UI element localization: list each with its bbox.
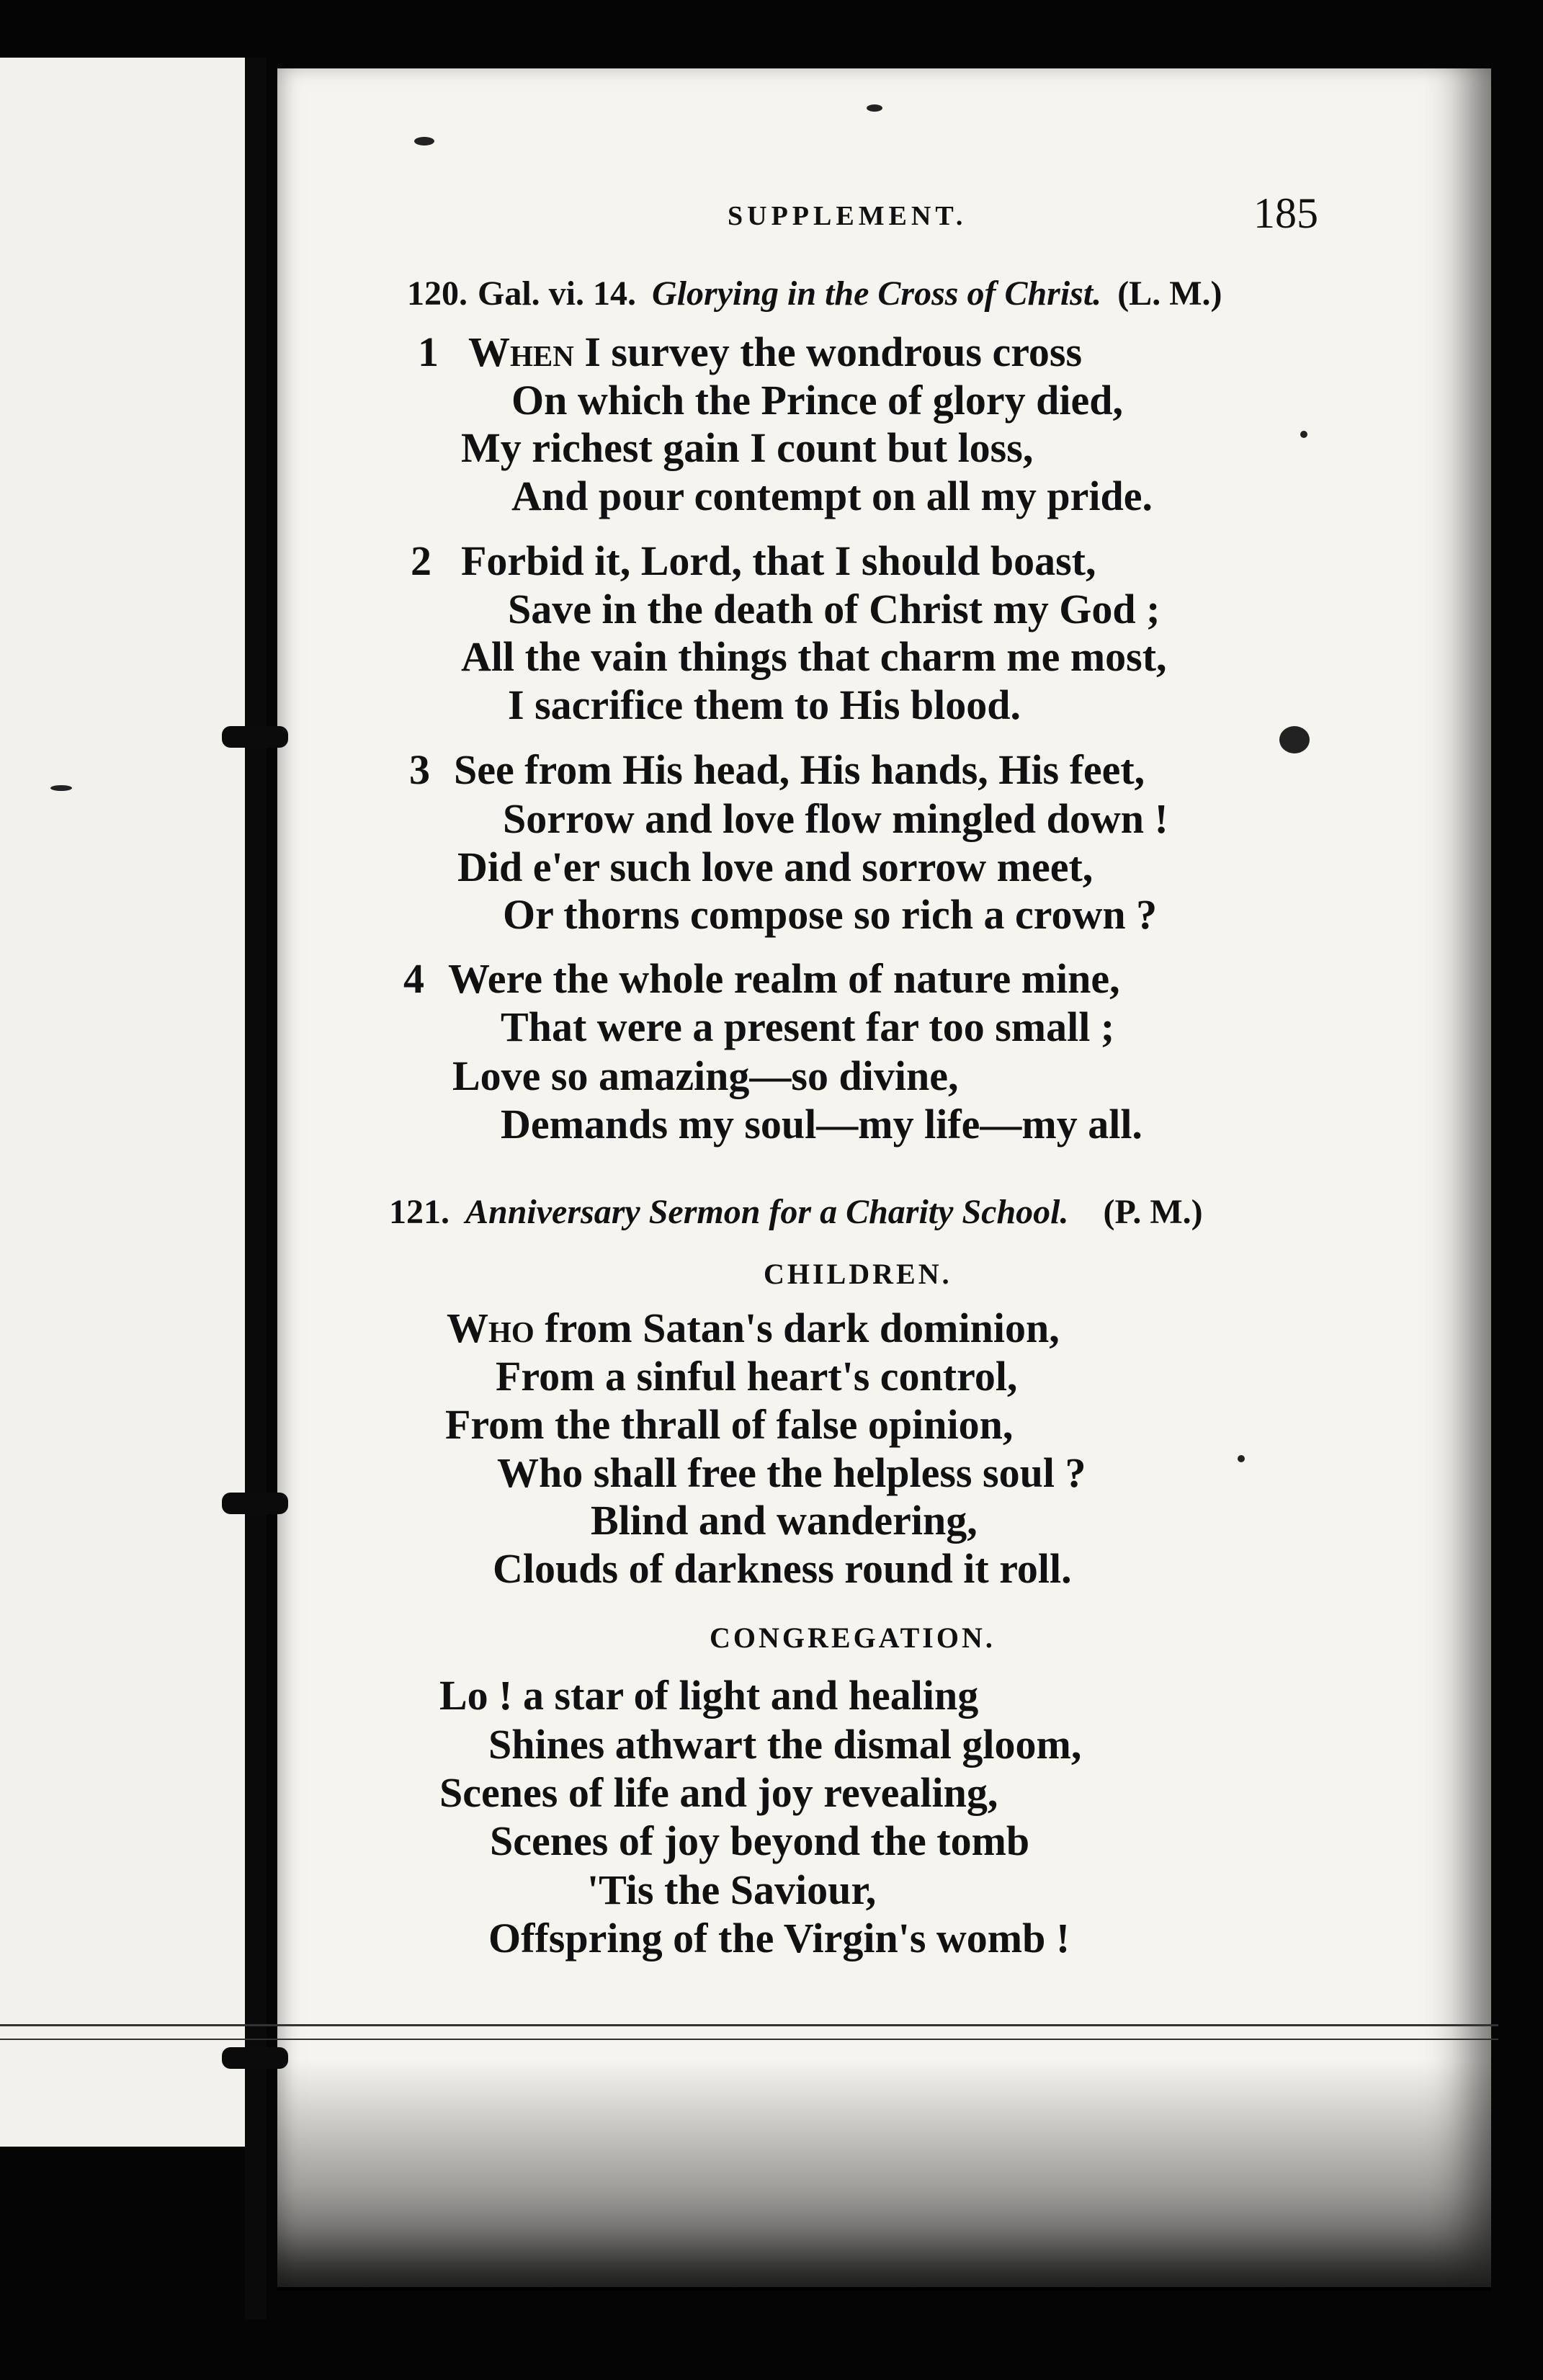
- ruled-line: [0, 2024, 1498, 2026]
- binding-spine: [245, 58, 267, 2319]
- speaker-heading: CONGREGATION.: [710, 1621, 996, 1654]
- ink-speck: [867, 104, 882, 112]
- facing-page-edge: [0, 58, 245, 2147]
- ink-speck: [50, 785, 72, 791]
- verse-number: 3: [409, 746, 430, 793]
- ink-speck: [414, 137, 434, 146]
- verse-line: Scenes of life and joy revealing,: [439, 1769, 998, 1816]
- verse-line: When I survey the wondrous cross: [468, 328, 1083, 375]
- verse-line: Save in the death of Christ my God ;: [508, 586, 1160, 632]
- verse-line: That were a present far too small ;: [501, 1003, 1115, 1050]
- verse-line: Were the whole realm of nature mine,: [448, 955, 1120, 1002]
- verse-line: Love so amazing—so divine,: [452, 1052, 959, 1099]
- running-head: SUPPLEMENT.: [728, 201, 967, 231]
- verse-line: From the thrall of false opinion,: [445, 1401, 1014, 1448]
- ink-blot: [1279, 726, 1310, 753]
- verse-line: My richest gain I count but loss,: [461, 424, 1034, 471]
- verse-line: 'Tis the Saviour,: [587, 1866, 877, 1913]
- ink-speck: [1238, 1455, 1245, 1462]
- binding-clip: [222, 1493, 288, 1514]
- hymn-meter: (P. M.): [1103, 1193, 1203, 1231]
- speaker-heading: CHILDREN.: [764, 1258, 952, 1290]
- verse-number: 1: [418, 328, 439, 375]
- hymn-number: 120.: [407, 274, 468, 313]
- verse-line: And pour contempt on all my pride.: [511, 473, 1153, 519]
- verse-number: 2: [411, 537, 431, 584]
- hymn-121-header: [389, 1192, 1203, 1232]
- verse-line: See from His head, His hands, His feet,: [454, 746, 1145, 793]
- hymn-meter: (L. M.): [1117, 274, 1222, 313]
- verse-line: From a sinful heart's control,: [496, 1353, 1018, 1400]
- binding-clip: [222, 726, 288, 748]
- verse-line: Or thorns compose so rich a crown ?: [503, 891, 1158, 938]
- page-number: 185: [1253, 189, 1318, 237]
- verse-line: Blind and wandering,: [591, 1497, 978, 1544]
- verse-line: On which the Prince of glory died,: [511, 377, 1124, 424]
- ruled-line: [0, 2039, 1498, 2040]
- verse-line: Clouds of darkness round it roll.: [493, 1545, 1072, 1592]
- verse-line: Who from Satan's dark dominion,: [447, 1305, 1060, 1351]
- hymn-120-header: [407, 274, 1222, 313]
- first-word: Who: [447, 1305, 535, 1351]
- hymn-title: Anniversary Sermon for a Charity School.: [465, 1193, 1069, 1231]
- scripture-reference: Gal. vi. 14.: [478, 274, 637, 313]
- verse-line: Did e'er such love and sorrow meet,: [457, 844, 1093, 890]
- verse-line: Sorrow and love flow mingled down !: [503, 795, 1168, 842]
- verse-line: Demands my soul—my life—my all.: [501, 1101, 1142, 1148]
- verse-line: All the vain things that charm me most,: [461, 633, 1167, 680]
- first-word: When: [468, 328, 574, 375]
- verse-number: 4: [403, 955, 424, 1002]
- ink-speck: [1300, 431, 1307, 438]
- hymn-number: 121.: [389, 1193, 450, 1231]
- verse-line: Offspring of the Virgin's womb !: [488, 1915, 1070, 1961]
- verse-line: Forbid it, Lord, that I should boast,: [461, 537, 1096, 584]
- verse-line: Scenes of joy beyond the tomb: [490, 1817, 1030, 1864]
- verse-line: I sacrifice them to His blood.: [508, 681, 1021, 728]
- verse-line: Shines athwart the dismal gloom,: [488, 1721, 1082, 1768]
- verse-line: Lo ! a star of light and healing: [439, 1672, 979, 1719]
- verse-line: Who shall free the helpless soul ?: [497, 1449, 1086, 1496]
- page-shadow: [277, 2060, 1491, 2291]
- hymn-title: Glorying in the Cross of Christ.: [652, 274, 1102, 313]
